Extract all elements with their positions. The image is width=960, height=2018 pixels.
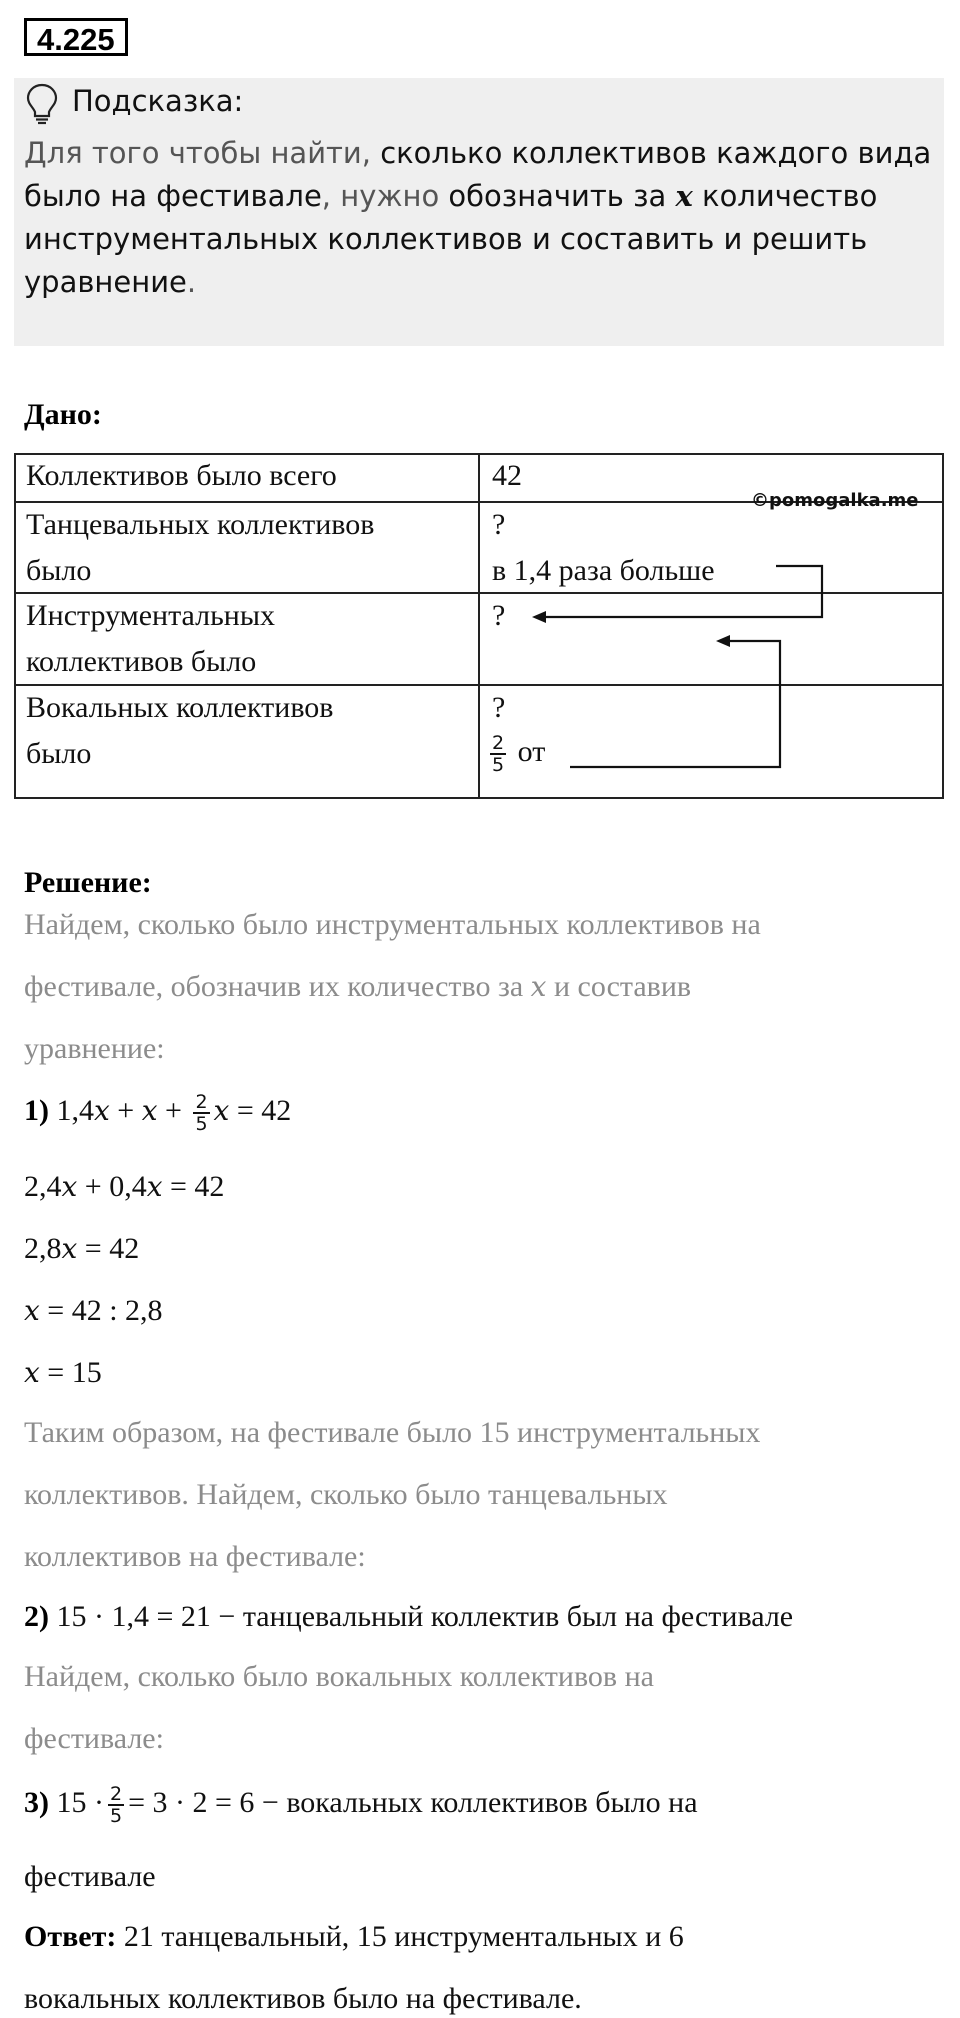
answer-line-2: вокальных коллективов было на фестивале. (24, 1982, 582, 2015)
solution-mid-line-2: коллективов. Найдем, сколько было танцевальных (24, 1478, 668, 1511)
solution-heading: Решение: (24, 866, 152, 899)
solution-intro-line-1: Найдем, сколько было инструментальных коллективов на (24, 908, 761, 941)
table-label-cell: Инструментальных (26, 599, 275, 632)
table-value-cell: ? (492, 691, 506, 724)
answer-line-1: Ответ: 21 танцевальный, 15 инструментальных и 6 (24, 1920, 684, 1953)
hint-line: было на фестивале, нужно обозначить за x количество (24, 179, 878, 213)
equation-step-3-cont: фестивале (24, 1860, 156, 1893)
table-value-cell: 42 (492, 459, 522, 492)
equation-step-1: 1) 1,4x + x + $\frac{2}{5}$ x = 42 (24, 1091, 292, 1135)
solution-mid-line-1: Таким образом, на фестивале было 15 инструментальных (24, 1416, 761, 1449)
watermark: ©pomogalka.me (751, 490, 919, 511)
table-value-cell: ? (492, 599, 506, 632)
equation-2: 2,4x + 0,4x = 42 (24, 1170, 225, 1203)
lightbulb-icon (24, 82, 60, 126)
solution-intro-line-2: фестивале, обозначив их количество за x и составив (24, 970, 692, 1003)
solution-mid-line-3: коллективов на фестивале: (24, 1540, 366, 1573)
equation-step-3: 3) 15 · $\frac{2}{5}$ = 3 · 2 = 6 − вокальных коллективов было на (24, 1783, 698, 1827)
table-label-cell: Коллективов было всего (26, 459, 337, 492)
task-number: 4.225 (24, 18, 128, 56)
equation-4: x = 42 : 2,8 (24, 1294, 163, 1327)
solution-intro-line-3: уравнение: (24, 1032, 165, 1065)
table-label-cell: Вокальных коллективов (26, 691, 334, 724)
table-fraction-cell: $\frac{2}{5}$ от (492, 732, 546, 776)
solution-mid2-line-1: Найдем, сколько было вокальных коллективов на (24, 1660, 654, 1693)
table-value-cell: в 1,4 раза больше (492, 554, 715, 587)
table-label-cell: было (26, 737, 92, 770)
table-label-cell: было (26, 554, 92, 587)
equation-3: 2,8x = 42 (24, 1232, 140, 1265)
equation-step-2: 2) 15 · 1,4 = 21 − танцевальный коллектив был на фестивале (24, 1600, 794, 1633)
hint-line: Для того чтобы найти, сколько коллективов каждого вида (24, 136, 932, 170)
hint-line: уравнение. (24, 265, 197, 299)
equation-5: x = 15 (24, 1356, 102, 1389)
table-label-cell: коллективов было (26, 645, 257, 678)
hint-title: Подсказка: (72, 84, 244, 118)
table-label-cell: Танцевальных коллективов (26, 508, 375, 541)
table-value-cell: ? (492, 508, 506, 541)
given-heading: Дано: (24, 398, 102, 431)
solution-mid2-line-2: фестивале: (24, 1722, 164, 1755)
arrow-vocal-to-instrumental (570, 641, 780, 767)
hint-line: инструментальных коллективов и составить и решить (24, 222, 868, 256)
